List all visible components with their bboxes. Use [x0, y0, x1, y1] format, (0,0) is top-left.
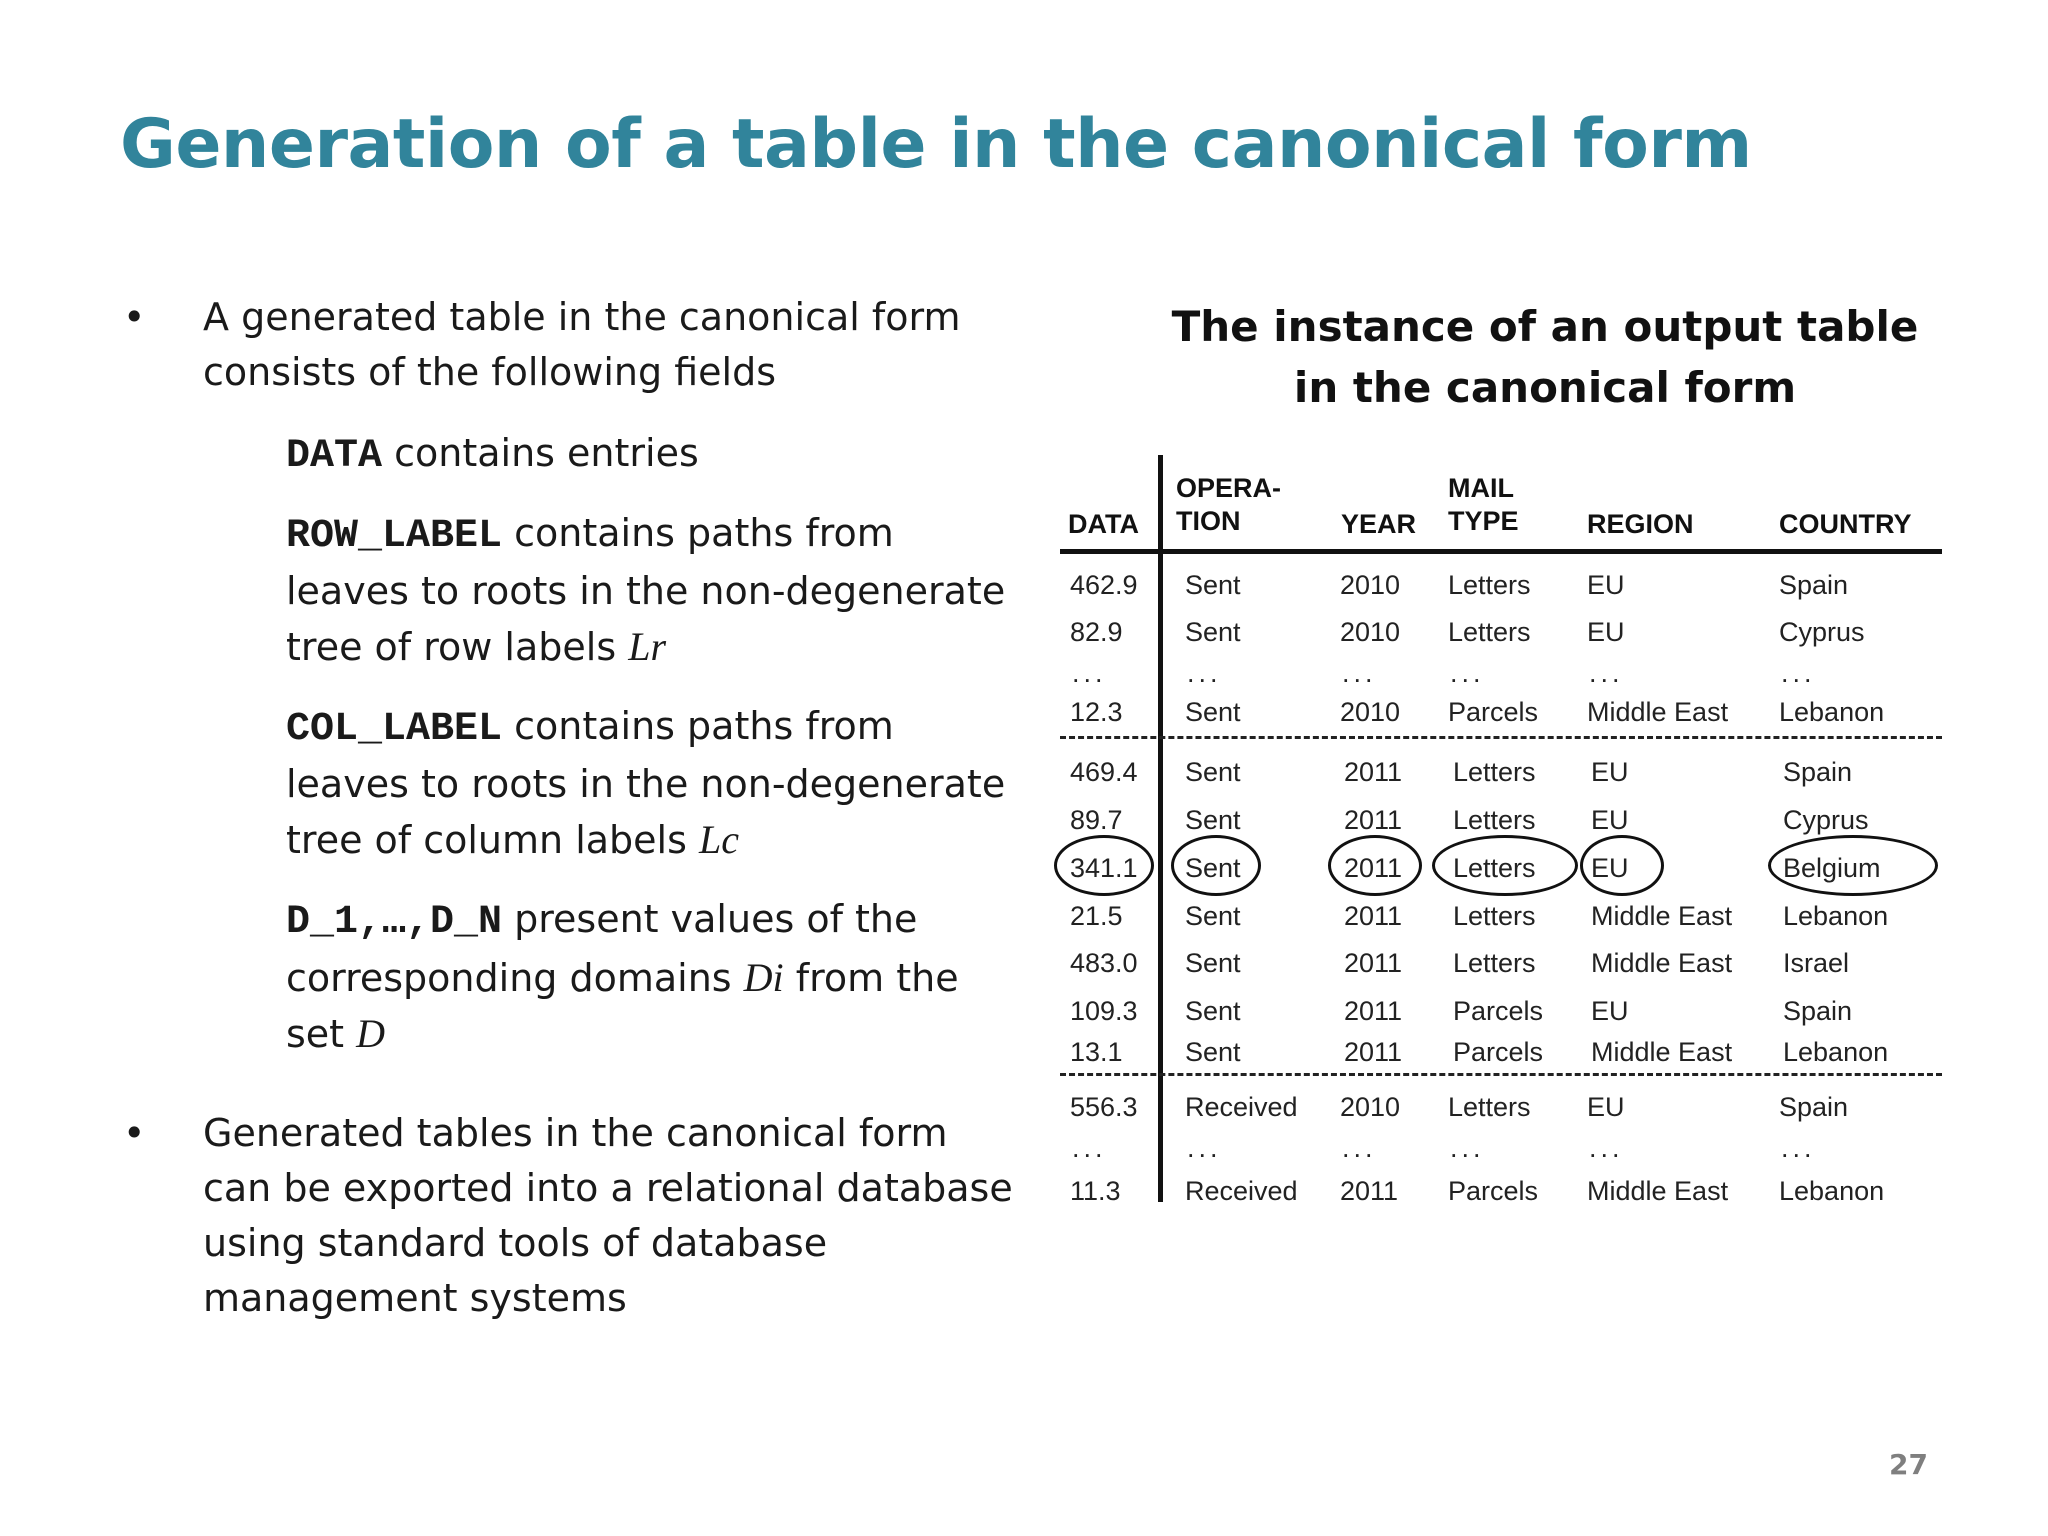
data-cell: ... [1072, 1133, 1107, 1163]
year-cell: 2011 [1344, 757, 1403, 787]
country-cell: Lebanon [1783, 901, 1889, 931]
year-cell: 2011 [1344, 996, 1403, 1026]
intro-text: A generated table in the canonical form consists of the following fields [203, 295, 961, 394]
region-cell: EU [1591, 805, 1629, 835]
data-cell: ... [1072, 658, 1107, 688]
country-cell: ... [1781, 658, 1816, 688]
header-year: YEAR [1341, 509, 1417, 539]
country-cell: ... [1781, 1133, 1816, 1163]
field-data [120, 426, 1020, 484]
country-cell: Spain [1783, 757, 1853, 787]
field-desc: contains paths from leaves to roots in the non-degenerate tree of row labels [286, 511, 1006, 669]
operation-cell: Received [1185, 1092, 1298, 1122]
operation-cell: Sent [1185, 853, 1241, 883]
region-cell: Middle East [1591, 1037, 1733, 1067]
region-cell: EU [1587, 570, 1625, 600]
field-code: ROW_LABEL [286, 514, 503, 559]
data-cell: 483.0 [1070, 948, 1138, 978]
header-rule [1060, 549, 1942, 554]
field-code: DATA [286, 434, 383, 479]
operation-cell: Sent [1185, 757, 1241, 787]
group-separator [1060, 1073, 1942, 1076]
operation-cell: Sent [1185, 805, 1241, 835]
bullet-intro [120, 290, 1020, 400]
operation-cell: Sent [1185, 570, 1241, 600]
country-cell: Lebanon [1779, 1176, 1885, 1206]
bullet-dot: • [123, 1111, 146, 1155]
mail-type-cell: Letters [1453, 901, 1536, 931]
data-cell: 341.1 [1070, 853, 1138, 883]
region-cell: Middle East [1587, 1176, 1729, 1206]
canonical-table [1060, 450, 1960, 1210]
country-cell: Spain [1779, 570, 1849, 600]
country-cell: Lebanon [1779, 697, 1885, 727]
group-separator [1060, 736, 1942, 739]
data-cell: 21.5 [1070, 901, 1123, 931]
header-data: DATA [1068, 509, 1139, 539]
header-mail-1: MAIL [1448, 473, 1514, 503]
mail-type-cell: Parcels [1453, 1037, 1544, 1067]
data-cell: 556.3 [1070, 1092, 1138, 1122]
table-title-line-1: The instance of an output table [1171, 302, 1919, 351]
data-cell: 11.3 [1070, 1176, 1121, 1206]
region-cell: Middle East [1587, 697, 1729, 727]
country-cell: Cyprus [1783, 805, 1869, 835]
mail-type-cell: Parcels [1448, 1176, 1539, 1206]
field-desc: contains entries [382, 431, 699, 475]
country-cell: Israel [1783, 948, 1850, 978]
region-cell: EU [1587, 617, 1625, 647]
header-mail-2: TYPE [1448, 506, 1519, 536]
year-cell: 2010 [1340, 570, 1401, 600]
table-title-line-2: in the canonical form [1293, 363, 1797, 412]
vertical-rule [1158, 455, 1163, 1202]
data-cell: 12.3 [1070, 697, 1123, 727]
data-cell: 82.9 [1070, 617, 1123, 647]
region-cell: EU [1587, 1092, 1625, 1122]
mail-type-cell: Letters [1453, 853, 1536, 883]
country-cell: Spain [1779, 1092, 1849, 1122]
bullet-dot: • [123, 295, 146, 339]
year-cell: ... [1342, 658, 1377, 688]
year-cell: 2010 [1340, 697, 1401, 727]
table-title [1160, 296, 1930, 418]
region-cell: EU [1591, 757, 1629, 787]
year-cell: 2011 [1340, 1176, 1399, 1206]
bullet-outro [120, 1106, 1020, 1326]
year-cell: 2011 [1344, 948, 1403, 978]
operation-cell: ... [1187, 1133, 1222, 1163]
mail-type-cell: Letters [1448, 617, 1531, 647]
region-cell: Middle East [1591, 948, 1733, 978]
region-cell: Middle East [1591, 901, 1733, 931]
country-cell: Cyprus [1779, 617, 1865, 647]
field-row-label [120, 506, 1020, 675]
mail-type-cell: Parcels [1453, 996, 1544, 1026]
field-var: Di [743, 955, 784, 1000]
data-cell: 462.9 [1070, 570, 1138, 600]
field-var: Lr [628, 624, 667, 669]
year-cell: 2011 [1344, 805, 1403, 835]
data-cell: 469.4 [1070, 757, 1138, 787]
year-cell: 2010 [1340, 1092, 1401, 1122]
data-cell: 13.1 [1070, 1037, 1123, 1067]
outro-text: Generated tables in the canonical form can be exported into a relational database using standard tools of database management systems [203, 1111, 1013, 1320]
operation-cell: Sent [1185, 1037, 1241, 1067]
operation-cell: Sent [1185, 948, 1241, 978]
region-cell: EU [1591, 853, 1629, 883]
year-cell: 2010 [1340, 617, 1401, 647]
bullet-list [120, 290, 1020, 1326]
region-cell: ... [1589, 1133, 1624, 1163]
header-country: COUNTRY [1779, 509, 1912, 539]
slide-title: Generation of a table in the canonical form [120, 105, 1752, 184]
mail-type-cell: Letters [1448, 1092, 1531, 1122]
year-cell: ... [1342, 1133, 1377, 1163]
field-code: D_1,…,D_N [286, 900, 503, 945]
mail-type-cell: Parcels [1448, 697, 1539, 727]
mail-type-cell: Letters [1448, 570, 1531, 600]
year-cell: 2011 [1344, 1037, 1403, 1067]
header-operation-2: TION [1176, 506, 1241, 536]
page-number: 27 [1889, 1448, 1928, 1481]
field-domains [120, 892, 1020, 1062]
data-cell: 89.7 [1070, 805, 1123, 835]
field-desc: present values of the corresponding domains [286, 897, 918, 1000]
mail-type-cell: ... [1450, 1133, 1485, 1163]
operation-cell: Sent [1185, 996, 1241, 1026]
field-desc-2: from the set [286, 956, 959, 1056]
country-cell: Lebanon [1783, 1037, 1889, 1067]
field-col-label [120, 699, 1020, 868]
operation-cell: Sent [1185, 617, 1241, 647]
operation-cell: Received [1185, 1176, 1298, 1206]
operation-cell: ... [1187, 658, 1222, 688]
field-var: Lc [698, 817, 739, 862]
region-cell: EU [1591, 996, 1629, 1026]
header-region: REGION [1587, 509, 1694, 539]
field-desc: contains paths from leaves to roots in the non-degenerate tree of column labels [286, 704, 1006, 862]
operation-cell: Sent [1185, 697, 1241, 727]
header-operation-1: OPERA- [1176, 473, 1282, 503]
region-cell: ... [1589, 658, 1624, 688]
year-cell: 2011 [1344, 901, 1403, 931]
data-cell: 109.3 [1070, 996, 1138, 1026]
year-cell: 2011 [1344, 853, 1403, 883]
field-var-2: D [356, 1011, 386, 1056]
operation-cell: Sent [1185, 901, 1241, 931]
mail-type-cell: Letters [1453, 757, 1536, 787]
field-code: COL_LABEL [286, 707, 503, 752]
country-cell: Spain [1783, 996, 1853, 1026]
mail-type-cell: Letters [1453, 805, 1536, 835]
mail-type-cell: Letters [1453, 948, 1536, 978]
mail-type-cell: ... [1450, 658, 1485, 688]
country-cell: Belgium [1783, 853, 1881, 883]
